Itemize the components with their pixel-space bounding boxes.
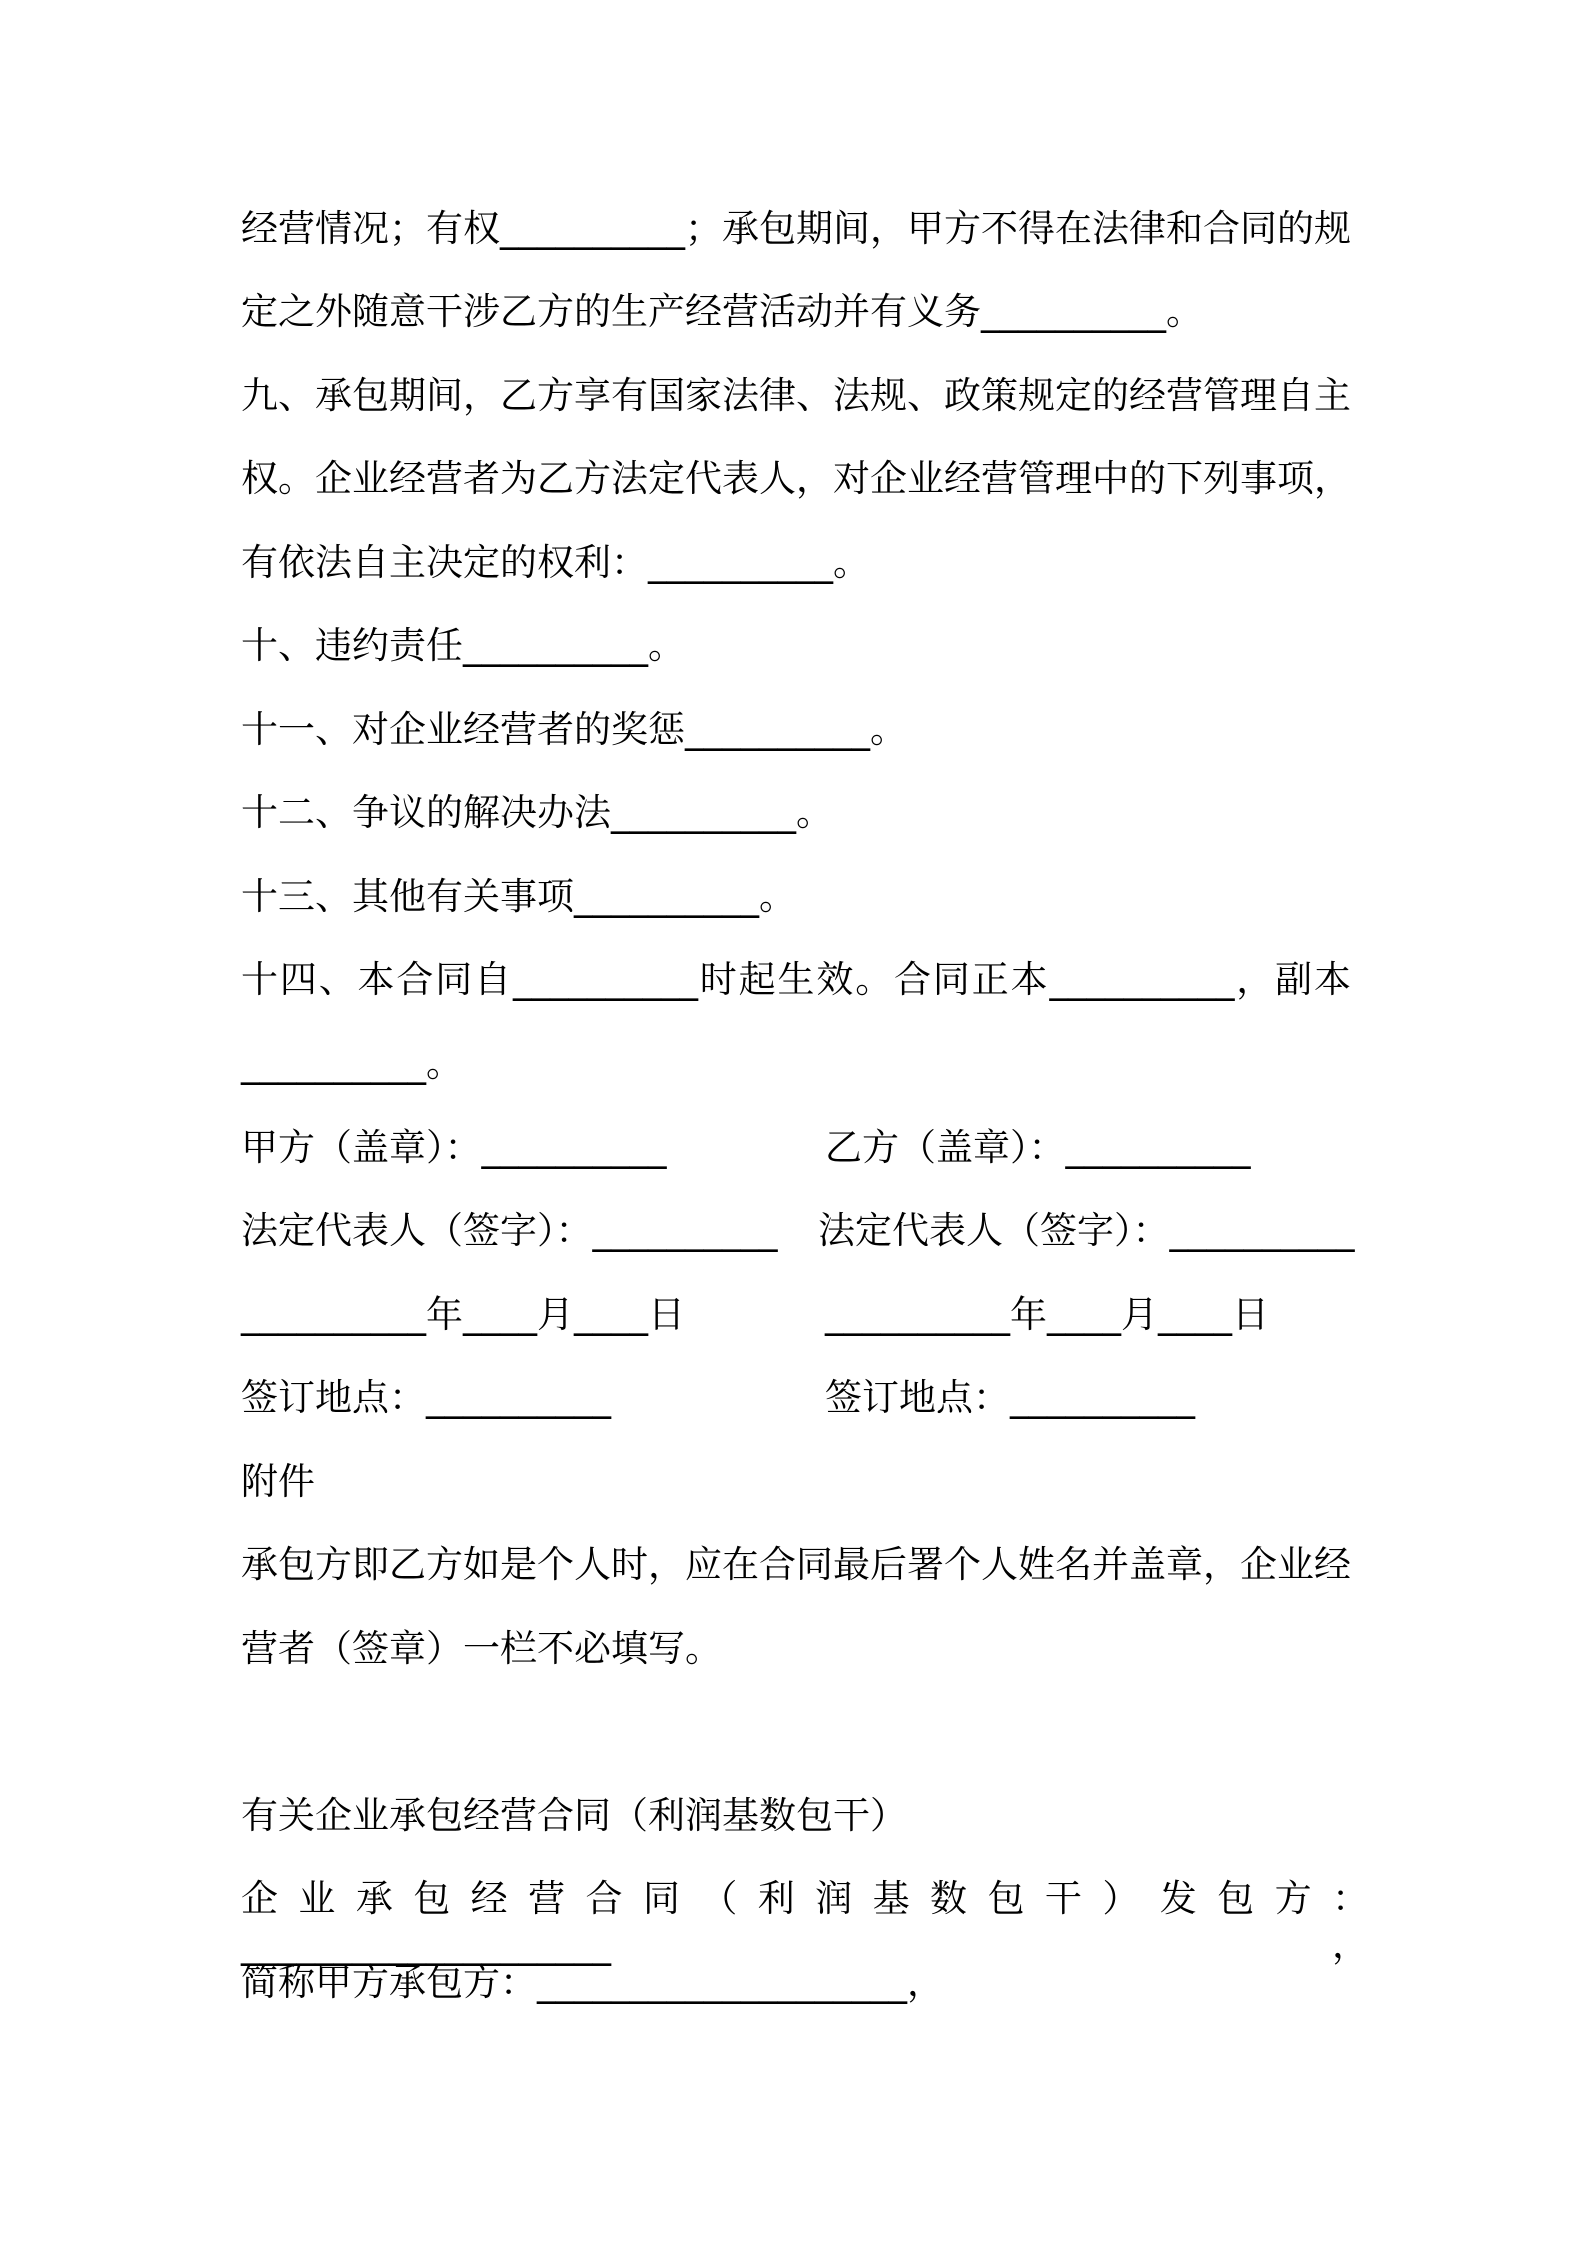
clause-11: 十一、对企业经营者的奖惩__________。 <box>241 708 907 751</box>
attachment-heading: 附件 <box>241 1460 315 1503</box>
next-contract-line-2: 简称甲方承包方：____________________， <box>241 1961 944 2004</box>
clause-9-line-2: 权。企业经营者为乙方法定代表人，对企业经营管理中的下列事项， <box>241 457 1351 500</box>
clause-9-line-1: 九、承包期间，乙方享有国家法律、法规、政策规定的经营管理自主 <box>241 374 1351 417</box>
next-contract-line-1: 企业承包经营合同（利润基数包干）发包方：____________________， <box>241 1877 1369 1966</box>
clause-14-line-2: __________。 <box>241 1042 463 1085</box>
party-b-date: __________年____月____日 <box>825 1293 1269 1336</box>
clause-12: 十二、争议的解决办法__________。 <box>241 791 833 834</box>
party-b-seal: 乙方（盖章）：__________ <box>825 1126 1251 1169</box>
party-a-representative: 法定代表人（签字）：__________ <box>241 1209 778 1252</box>
party-a-seal: 甲方（盖章）：__________ <box>241 1126 667 1169</box>
clause-9-line-3: 有依法自主决定的权利：__________。 <box>241 541 870 584</box>
attachment-note-line-2: 营者（签章）一栏不必填写。 <box>241 1627 722 1670</box>
party-b-signing-place: 签订地点：__________ <box>825 1376 1195 1419</box>
clause-14-line-1: 十四、本合同自__________时起生效。合同正本__________，副本 <box>241 958 1351 1001</box>
clause-8-continuation-line-1: 经营情况；有权__________；承包期间，甲方不得在法律和合同的规 <box>241 207 1351 250</box>
party-a-date: __________年____月____日 <box>241 1293 685 1336</box>
party-b-representative: 法定代表人（签字）：__________ <box>818 1209 1355 1252</box>
party-a-signing-place: 签订地点：__________ <box>241 1376 611 1419</box>
clause-10: 十、违约责任__________。 <box>241 624 685 667</box>
clause-13: 十三、其他有关事项__________。 <box>241 875 796 918</box>
attachment-note-line-1: 承包方即乙方如是个人时，应在合同最后署个人姓名并盖章，企业经 <box>241 1543 1351 1586</box>
next-contract-title: 有关企业承包经营合同（利润基数包干） <box>241 1794 907 1837</box>
clause-8-continuation-line-2: 定之外随意干涉乙方的生产经营活动并有义务__________。 <box>241 290 1203 333</box>
